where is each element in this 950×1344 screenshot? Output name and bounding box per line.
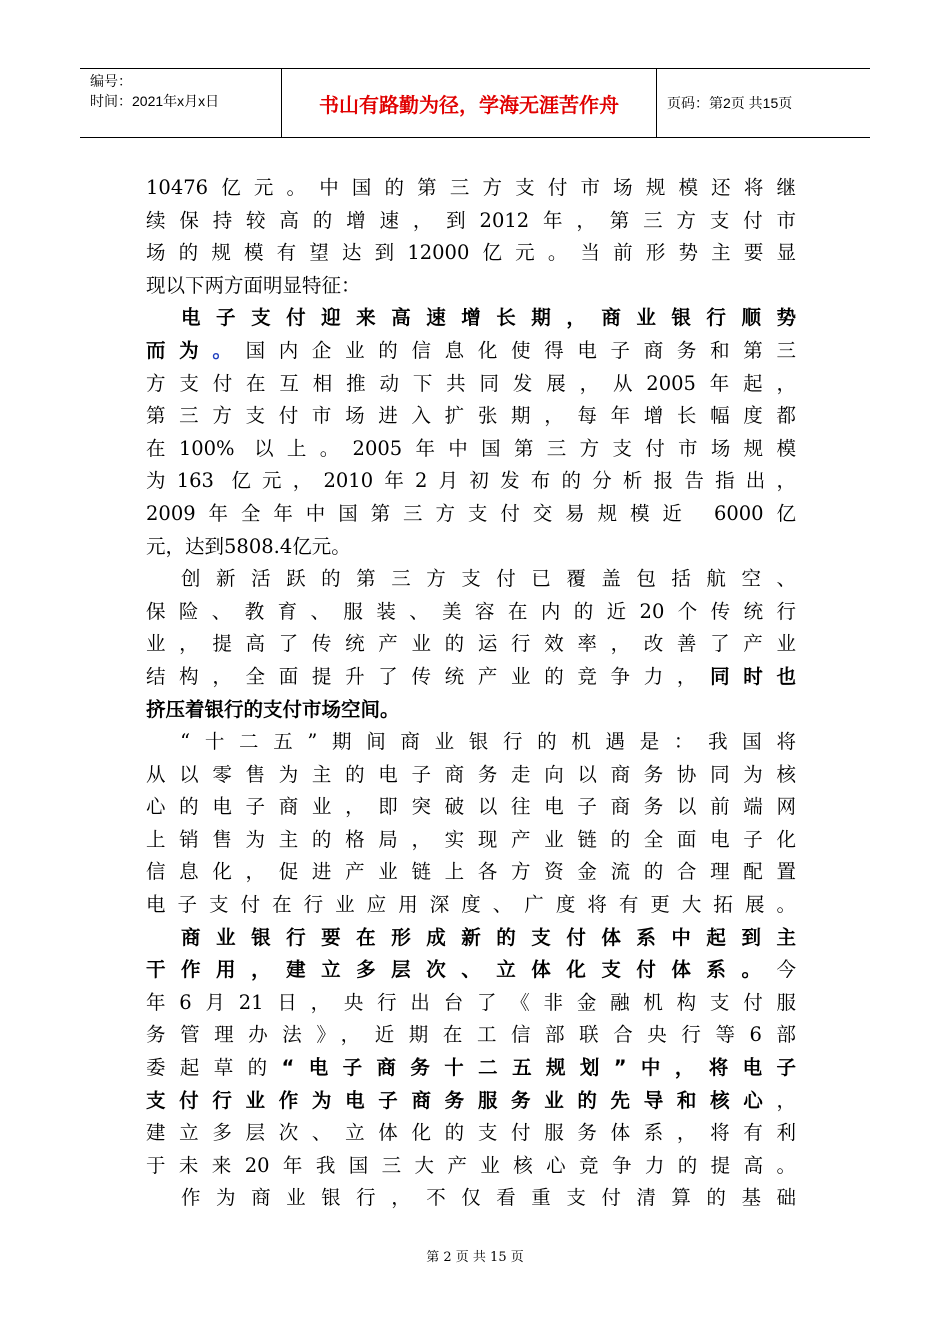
text-line (146, 1085, 796, 1118)
text-line (146, 628, 796, 661)
text-line (146, 889, 796, 922)
text-line (146, 400, 796, 433)
text-line (146, 596, 796, 629)
text-segment: 。 (212, 338, 246, 362)
page-footer: 第 2 页 共 15 页 (426, 1250, 524, 1265)
text-line (146, 531, 796, 564)
text-line (146, 205, 796, 238)
text-line (146, 563, 796, 596)
text-segment: 创新活跃的第三方支付已覆盖包括航空、 (146, 567, 796, 591)
text-line (146, 1052, 796, 1085)
text-line (146, 465, 796, 498)
header-meta (80, 69, 282, 137)
text-segment: 国内企业的信息化使得电子商务和第三 (245, 338, 796, 362)
text-line (146, 694, 796, 727)
text-line (146, 1117, 796, 1150)
text-segment: 挤压着银行的支付市场空间。 (146, 697, 400, 721)
text-line (146, 759, 796, 792)
text-line (146, 368, 796, 401)
text-segment: 第三方支付市场进入扩张期，每年增长幅度都 (146, 404, 796, 428)
text-segment: 电子支付迎来高速增长期，商业银行顺势 (146, 306, 796, 330)
text-line (146, 302, 796, 335)
text-line (146, 335, 796, 368)
text-segment: “电子商务十二五规划”中，将电子 (281, 1056, 796, 1080)
text-line (146, 987, 796, 1020)
text-segment: 元，达到5808.4亿元。 (146, 534, 351, 558)
text-line (146, 237, 796, 270)
text-segment: 2009年全年中国第三方支付交易规模近 6000亿 (146, 501, 796, 525)
text-segment: 电子支付在行业应用深度、广度将有更大拓展。 (146, 893, 796, 917)
text-line (146, 270, 796, 303)
text-line (146, 661, 796, 694)
text-segment: 保险、教育、服装、美容在内的近20个传统行 (146, 599, 796, 623)
text-line (146, 1182, 796, 1215)
document-body (146, 172, 796, 1215)
text-segment: 建立多层次、立体化的支付服务体系，将有利 (146, 1121, 796, 1145)
text-line (146, 1150, 796, 1183)
text-line (146, 172, 796, 205)
time-label: 时间：2021年x月x日 (90, 93, 220, 109)
text-segment: 从以零售为主的电子商务走向以商务协同为核 (146, 762, 796, 786)
text-segment: 而为 (146, 338, 213, 362)
text-segment: 10476亿元。中国的第三方支付市场规模还将继 (146, 176, 796, 199)
text-segment: 年6月21日，央行出台了《非金融机构支付服 (146, 990, 796, 1014)
text-segment: 支付行业作为电子商务服务业的先导和核心 (146, 1088, 777, 1112)
text-segment: 同时也 (710, 664, 796, 688)
text-segment: 于未来20年我国三大产业核心竞争力的提高。 (146, 1153, 796, 1177)
text-segment: 今 (776, 958, 796, 982)
text-line (146, 824, 796, 857)
text-segment: ， (776, 1088, 796, 1112)
text-segment: 委起草的 (146, 1056, 282, 1080)
text-line (146, 791, 796, 824)
header-motto: 书山有路勤为径，学海无涯苦作舟 (282, 69, 657, 137)
text-segment: 干作用，建立多层次、立体化支付体系。 (146, 958, 777, 982)
number-label: 编号： (90, 73, 132, 89)
text-segment: “十二五”期间商业银行的机遇是：我国将 (146, 730, 796, 754)
text-segment: 业，提高了传统产业的运行效率，改善了产业 (146, 632, 796, 656)
text-segment: 结构，全面提升了传统产业的竞争力， (146, 664, 711, 688)
text-line (146, 726, 796, 759)
text-line (146, 856, 796, 889)
text-line (146, 498, 796, 531)
page-header (80, 68, 870, 138)
text-segment: 心的电子商业，即突破以往电子商务以前端网 (146, 795, 796, 819)
text-line (146, 922, 796, 955)
text-line (146, 433, 796, 466)
text-segment: 场的规模有望达到12000亿元。当前形势主要显 (146, 241, 796, 265)
text-segment: 商业银行要在形成新的支付体系中起到主 (146, 925, 796, 949)
text-segment: 续保持较高的增速，到2012年，第三方支付市 (146, 208, 796, 232)
text-segment: 在100% 以上。2005年中国第三方支付市场规模 (146, 436, 796, 460)
text-segment: 方支付在互相推动下共同发展，从2005年起， (146, 371, 796, 395)
text-segment: 上销售为主的格局，实现产业链的全面电子化 (146, 827, 796, 851)
text-segment: 作为商业银行，不仅看重支付清算的基础 (146, 1186, 796, 1210)
text-segment: 务管理办法》，近期在工信部联合央行等6部 (146, 1023, 796, 1047)
text-line (146, 1019, 796, 1052)
text-segment: 信息化，促进产业链上各方资金流的合理配置 (146, 860, 796, 884)
text-line (146, 954, 796, 987)
text-segment: 为163 亿元，2010年2月初发布的分析报告指出， (146, 469, 796, 493)
header-page-info: 页码：第2页 共15页 (667, 95, 793, 111)
text-segment: 现以下两方面明显特征： (146, 273, 361, 297)
